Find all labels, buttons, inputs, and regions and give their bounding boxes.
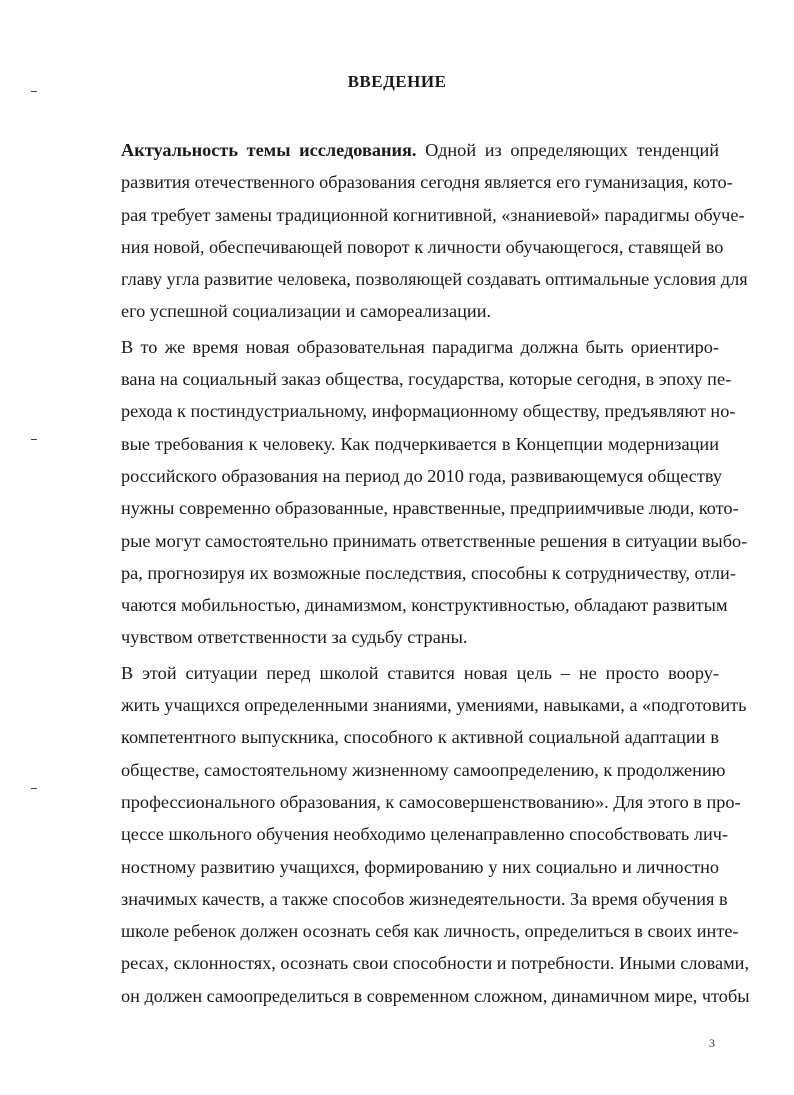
text-line: ностному развитию учащихся, формированию у них социально и личностно [121, 856, 719, 877]
text-line: обществе, самостоятельному жизненному самоопределению, к продолжению [121, 759, 726, 780]
text-line [77, 134, 719, 166]
text-line: цессе школьного обучения необходимо целенаправленно способствовать лич- [121, 824, 729, 845]
text-line: жить учащихся определенными знаниями, умениями, навыками, а «подготовить [121, 695, 747, 716]
text-line: чаются мобильностью, динамизмом, конструктивностью, обладают развитым [121, 595, 728, 616]
line-text: Одной из определяющих тенденций [416, 140, 720, 160]
text-line: вана на социальный заказ общества, государства, которые сегодня, в эпоху пе- [121, 369, 732, 390]
text-line: В то же время новая образовательная парадигма должна быть ориентиро- [121, 336, 719, 357]
text-line: ра, прогнозируя их возможные последствия, способны к сотрудничеству, отли- [121, 562, 736, 583]
text-line: школе ребенок должен осознать себя как личность, определиться в своих инте- [121, 921, 739, 942]
text-line: рые могут самостоятельно принимать ответственные решения в ситуации выбо- [121, 530, 748, 551]
body-text [77, 134, 750, 1012]
paragraph-school-goal [77, 657, 750, 1012]
text-line: развития отечественного образования сегодня является его гуманизация, кото- [121, 172, 733, 193]
page-title: ВВЕДЕНИЕ [347, 72, 447, 91]
text-line: профессионального образования, к самосовершенствованию». Для этого в про- [121, 791, 741, 812]
text-line: значимых качеств, а также способов жизнедеятельности. За время обучения в [121, 888, 728, 909]
text-line: его успешной социализации и самореализации. [121, 301, 492, 322]
text-line: нужны современно образованные, нравственные, предприимчивые люди, кото- [121, 498, 739, 519]
paragraph-new-paradigm [77, 331, 748, 654]
text-line: российского образования на период до 2010 года, развивающемуся обществу [121, 465, 723, 486]
text-line: он должен самоопределиться в современном сложном, динамичном мире, чтобы [121, 985, 750, 1006]
text-line: ния новой, обеспечивающей поворот к личности обучающегося, ставящей во [121, 236, 724, 257]
paragraph-relevance [77, 134, 748, 328]
text-line: В этой ситуации перед школой ставится новая цель – не просто воору- [121, 662, 719, 683]
text-line: рехода к постиндустриальному, информационному обществу, предъявляют но- [121, 401, 736, 422]
text-line: рая требует замены традиционной когнитивной, «знаниевой» парадигмы обуче- [121, 204, 745, 225]
margin-mark [31, 439, 37, 440]
page-number: 3 [709, 1036, 715, 1050]
paragraph-lead: Актуальность темы исследования. [121, 140, 417, 160]
text-line: компетентного выпускника, способного к активной социальной адаптации в [121, 727, 719, 748]
margin-mark [31, 788, 37, 789]
text-line: ресах, склонностях, осознать свои способности и потребности. Иными словами, [121, 953, 750, 974]
text-line: чувством ответственности за судьбу страны. [121, 627, 468, 648]
text-line: главу угла развитие человека, позволяющей создавать оптимальные условия для [121, 269, 748, 290]
text-line: вые требования к человеку. Как подчеркивается в Концепции модернизации [121, 433, 719, 454]
